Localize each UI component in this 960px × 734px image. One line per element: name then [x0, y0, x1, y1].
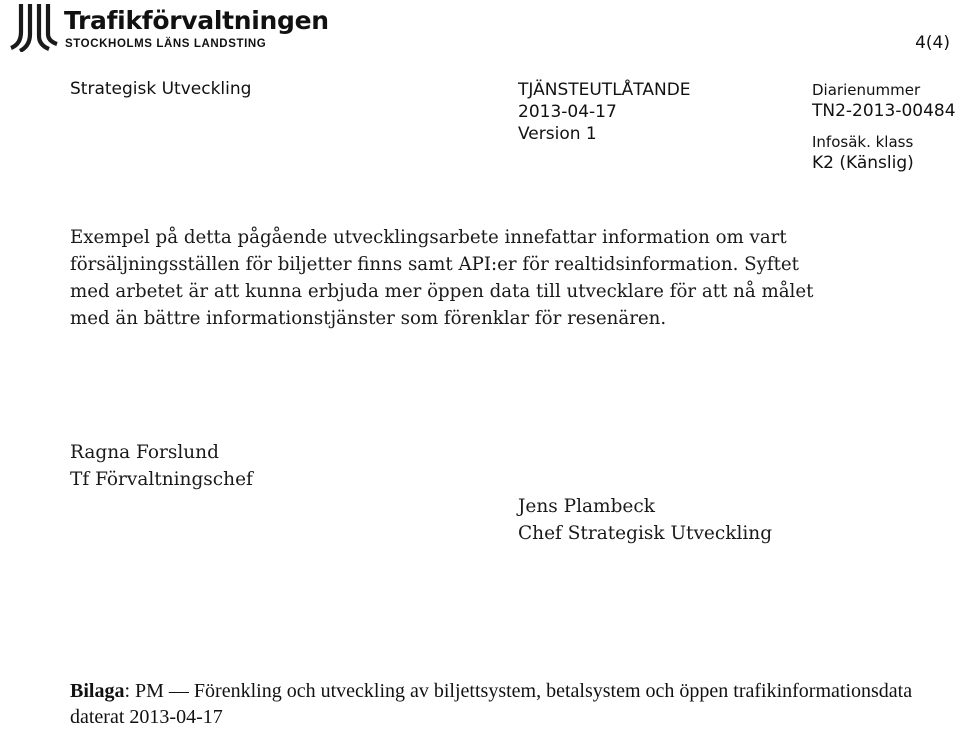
- signatory-name: Jens Plambeck: [518, 496, 655, 517]
- document-date: 2013-04-17: [518, 102, 617, 122]
- sll-logo-icon: [8, 4, 58, 52]
- attachment-note: [70, 678, 950, 730]
- signatory-title: Chef Strategisk Utveckling: [518, 523, 773, 544]
- registration-label: Diarienummer: [812, 81, 921, 99]
- metadata-spacer: [812, 122, 956, 132]
- attachment-label: Bilaga: [70, 680, 125, 702]
- document-type: TJÄNSTEUTLÅTANDE: [518, 80, 691, 100]
- signature-block-1: [70, 439, 253, 493]
- document-version: Version 1: [518, 124, 597, 144]
- document-info: [518, 79, 691, 145]
- classification-value: K2 (Känslig): [812, 153, 914, 173]
- registration-number: TN2-2013-00484: [812, 101, 956, 121]
- signatory-title: Tf Förvaltningschef: [70, 469, 253, 490]
- logo-title: Trafikförvaltningen: [64, 6, 329, 35]
- body-paragraph: Exempel på detta pågående utvecklingsarbete innefattar information om vart försäljningsställen för biljetter finns samt API:er för realtidsinformation. Syftet med arbetet är att kunna erbjuda mer öppen data till utvecklare för att nå målet med än bättre informationstjänster som förenklar för resenären.: [70, 227, 814, 329]
- logo-subtitle: STOCKHOLMS LÄNS LANDSTING: [65, 38, 267, 50]
- signature-block-2: [518, 493, 772, 547]
- page-number: 4(4): [915, 33, 950, 53]
- document-metadata: [812, 80, 956, 174]
- attachment-text: PM — Förenkling och utveckling av biljettsystem, betalsystem och öppen trafikinformationsdata daterat 2013-04-17: [70, 680, 913, 728]
- classification-label: Infosäk. klass: [812, 133, 914, 151]
- signatory-name: Ragna Forslund: [70, 442, 219, 463]
- attachment-separator: :: [124, 680, 136, 702]
- organization-logo: [8, 4, 328, 54]
- department-name: Strategisk Utveckling: [70, 79, 252, 99]
